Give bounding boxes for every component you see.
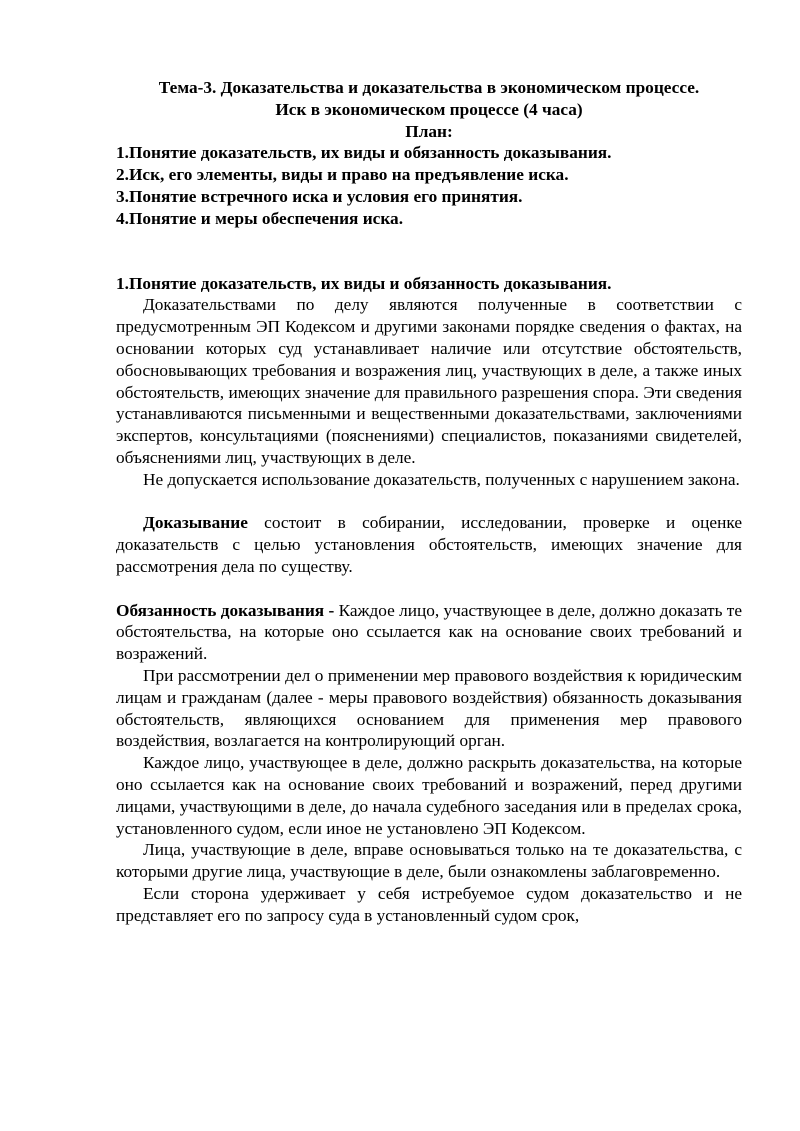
plan-item-2: 2.Иск, его элементы, виды и право на предъявление иска. [116, 165, 569, 185]
paragraph-burden-of-proof-text: Каждое лицо, участвующее в деле, должно доказать те обстоятельства, на которые оно ссылается как на основание своих требований и возражений. [116, 600, 742, 664]
paragraph-evidence-definition: Доказательствами по делу являются полученные в соответствии с предусмотренным ЭП Кодексом и другими законами порядке сведения о фактах, на основании которых суд устанавливает наличие или отсутствие обстоятельств, обосновывающих требования и возражения лиц, участвующих в деле, а также иных обстоятельств, имеющих значение для правильного разрешения спора. Эти сведения устанавливаются письменными и вещественными доказательствами, заключениями экспертов, консультациями (пояснениями) специалистов, показаниями свидетелей, объяснениями лиц, участвующих в деле. [116, 295, 742, 467]
paragraph-advance-notice: Лица, участвующие в деле, вправе основываться только на те доказательства, с которыми другие лица, участвующие в деле, были ознакомлены заблаговременно. [116, 840, 742, 882]
paragraph-proving [116, 512, 742, 577]
plan-item-4: 4.Понятие и меры обеспечения иска. [116, 208, 404, 228]
paragraph-legal-measures: При рассмотрении дел о применении мер правового воздействия к юридическим лицам и гражданам (далее - меры правового воздействия) обязанность доказывания обстоятельств, являющихся основанием для применения мер правового воздействия, возлагается на контролирующий орган. [116, 665, 742, 751]
spacer [116, 491, 742, 513]
paragraph-evidence-prohibition: Не допускается использование доказательств, полученных с нарушением закона. [143, 469, 740, 489]
document-title-line-2: Иск в экономическом процессе (4 часа) [275, 99, 583, 119]
document-title-line-1: Тема-3. Доказательства и доказательства в экономическом процессе. [158, 78, 700, 97]
paragraph-disclosure: Каждое лицо, участвующее в деле, должно раскрыть доказательства, на которые оно ссылается как на основание своих требований и возражений, перед другими лицами, участвующими в деле, до начала судебного заседания или в пределах срока, установленного судом, если иное не установлено ЭП Кодексом. [116, 753, 742, 838]
paragraph-proving-text: состоит в собирании, исследовании, проверке и оценке доказательств с целью установления обстоятельств, имеющих значение для рассмотрения дела по существу. [116, 513, 742, 576]
section-1-heading: 1.Понятие доказательств, их виды и обязанность доказывания. [116, 273, 612, 293]
paragraph-withheld-evidence: Если сторона удерживает у себя истребуемое судом доказательство и не представляет его по запросу суда в установленный судом срок, [116, 883, 742, 925]
plan-item-3: 3.Понятие встречного иска и условия его принятия. [116, 186, 523, 206]
spacer [116, 578, 742, 600]
document-body [116, 77, 742, 926]
plan-item-1: 1.Понятие доказательств, их виды и обязанность доказывания. [116, 143, 612, 163]
term-proving: Доказывание [143, 513, 248, 533]
plan-heading: План: [405, 121, 453, 141]
term-burden-of-proof: Обязанность доказывания - [116, 600, 335, 620]
paragraph-burden-of-proof [116, 600, 742, 665]
